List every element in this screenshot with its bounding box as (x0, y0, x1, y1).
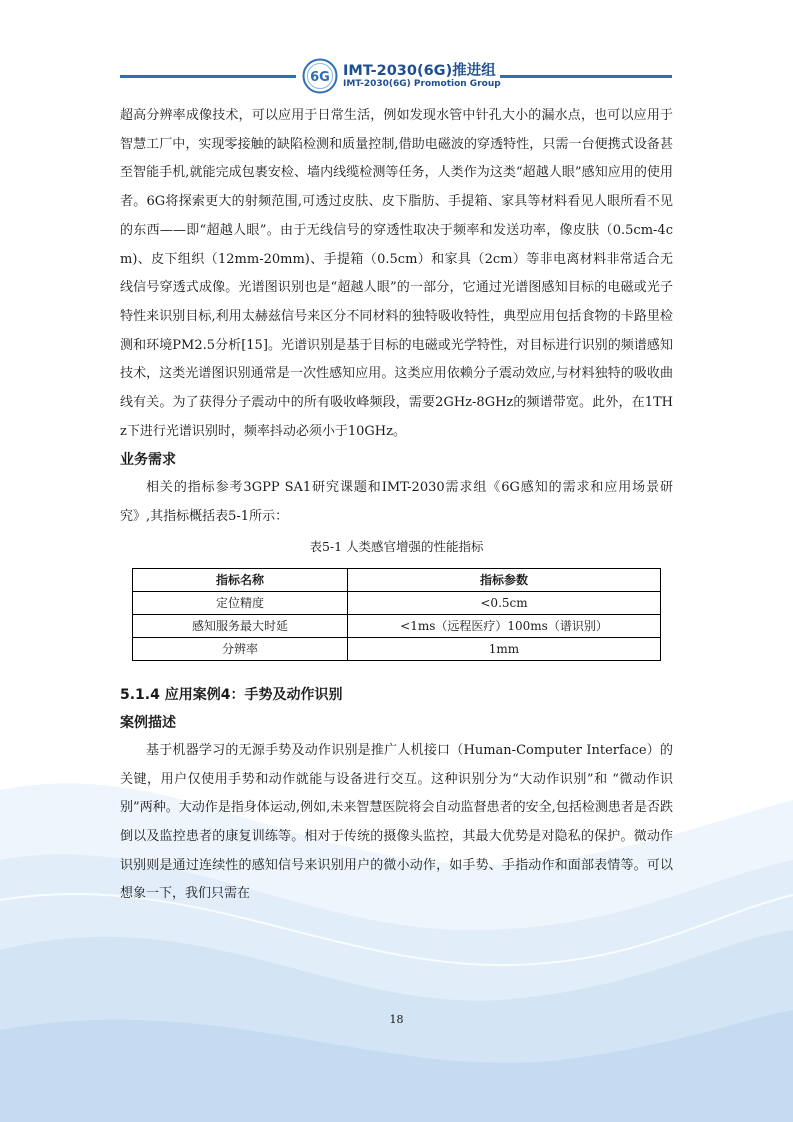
body-paragraph-2: 相关的指标参考3GPP SA1研究课题和IMT-2030需求组《6G感知的需求和应用场景研究》,其指标概括表5-1所示： (120, 480, 673, 525)
heading-case-description: 案例描述 (120, 714, 176, 731)
page-header (0, 56, 793, 96)
table-cell: 1mm (348, 637, 661, 660)
page-number: 18 (389, 1013, 404, 1026)
section-heading: 5.1.4 应用案例4：手势及动作识别 (120, 686, 343, 703)
table-caption: 表5-1 人类感官增强的性能指标 (309, 538, 484, 554)
table-header-cell: 指标参数 (348, 568, 661, 591)
header-subtitle: IMT-2030(6G) Promotion Group (343, 79, 501, 89)
table-row (133, 614, 661, 637)
header-rule-left (120, 75, 296, 78)
table-cell: <1ms（远程医疗）100ms（谱识别） (348, 614, 661, 637)
table-cell: 分辨率 (133, 637, 348, 660)
body-paragraph-1: 超高分辨率成像技术，可以应用于日常生活，例如发现水管中针孔大小的漏水点，也可以应用于智慧工厂中，实现零接触的缺陷检测和质量控制,借助电磁波的穿透特性，只需一台便携式设备甚至智能手机,就能完成包裹安检、墙内线缆检测等任务，人类作为这类“超越人眼”感知应用的使用者。6G将探索更大的射频范围,可透过皮肤、皮下脂肪、手提箱、家具等材料看见人眼所看不见的东西——即“超越人眼”。由于无线信号的穿透性取决于频率和发送功率，像皮肤（0.5cm-4cm)、皮下组织（12mm-20mm)、手提箱（0.5cm）和家具（2cm）等非电离材料非常适合无线信号穿透式成像。光谱图识别也是“超越人眼”的一部分，它通过光谱图感知目标的电磁或光子特性来识别目标,利用太赫兹信号来区分不同材料的独特吸收特性，典型应用包括食物的卡路里检测和环境PM2.5分析[15]。光谱识别是基于目标的电磁或光学特性，对目标进行识别的频谱感知技术，这类光谱图识别通常是一次性感知应用。这类应用依赖分子震动效应,与材料独特的吸收曲线有关。为了获得分子震动中的所有吸收峰频段，需要2GHz-8GHz的频谱带宽。此外，在1THz下进行光谱识别时，频率抖动必须小于10GHz。 (120, 108, 673, 439)
table-header-row (133, 568, 661, 591)
body-paragraph-3: 基于机器学习的无源手势及动作识别是推广人机接口（Human-Computer Interface）的关键，用户仅使用手势和动作就能与设备进行交互。这种识别分为“大动作识别”和 “微动作识别”两种。大动作是指身体运动,例如,未来智慧医院将会自动监督患者的安全,包括检测患者是否跌倒以及监控患者的康复训练等。相对于传统的摄像头监控，其最大优势是对隐私的保护。微动作识别则是通过连续性的感知信号来识别用户的微小动作，如手势、手指动作和面部表情等。可以想象一下，我们只需在 (120, 742, 673, 902)
table-row (133, 591, 661, 614)
header-rule-right (500, 75, 672, 78)
logo-text: 6G (310, 70, 330, 85)
header-title: IMT-2030(6G)推进组 (343, 63, 496, 79)
table-cell: <0.5cm (348, 591, 661, 614)
6g-logo-icon (302, 58, 338, 94)
table-row (133, 637, 661, 660)
performance-table (132, 568, 661, 661)
table-header-cell: 指标名称 (133, 568, 348, 591)
heading-business-requirements: 业务需求 (120, 452, 176, 469)
table-cell: 感知服务最大时延 (133, 614, 348, 637)
page-body (120, 102, 673, 909)
table-cell: 定位精度 (133, 591, 348, 614)
